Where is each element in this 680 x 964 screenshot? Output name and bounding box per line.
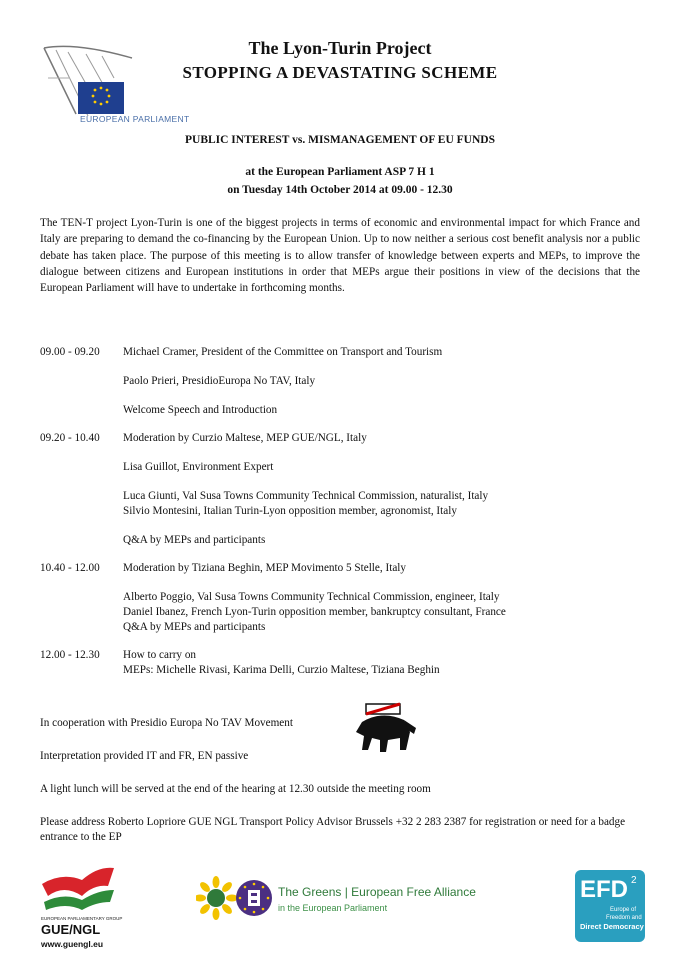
- agenda-slot: [40, 431, 640, 548]
- svg-text:Direct Democracy: Direct Democracy: [580, 922, 644, 931]
- gue-group-label: EUROPEAN PARLIAMENTARY GROUP: [41, 916, 123, 921]
- agenda-time: 09.00 - 09.20: [40, 346, 100, 358]
- agenda-items: [123, 431, 640, 548]
- agenda-slot: [40, 561, 640, 635]
- agenda-slot: [40, 345, 640, 418]
- agenda-item: Welcome Speech and Introduction: [123, 404, 278, 416]
- agenda-item: Luca Giunti, Val Susa Towns Community Technical Commission, naturalist, Italy: [123, 490, 489, 502]
- agenda-time: 12.00 - 12.30: [40, 649, 100, 661]
- greens-efa-name: The Greens | European Free Alliance: [278, 885, 476, 899]
- agenda-item: Moderation by Curzio Maltese, MEP GUE/NGL, Italy: [123, 432, 367, 444]
- agenda-item: Moderation by Tiziana Beghin, MEP Movimento 5 Stelle, Italy: [123, 562, 406, 574]
- agenda-item: Q&A by MEPs and participants: [123, 534, 266, 546]
- efd-logo: [574, 869, 646, 943]
- agenda-item: Paolo Prieri, PresidioEuropa No TAV, Italy: [123, 375, 316, 387]
- agenda-item: Silvio Montesini, Italian Turin-Lyon opposition member, agronomist, Italy: [123, 505, 457, 517]
- agenda-item: Michael Cramer, President of the Committee on Transport and Tourism: [123, 346, 443, 358]
- page-title: The Lyon-Turin Project: [248, 38, 432, 58]
- agenda-item: Daniel Ibanez, French Lyon-Turin opposition member, bankruptcy consultant, France: [123, 606, 506, 618]
- svg-text:2: 2: [631, 875, 637, 886]
- agenda-time: 09.20 - 10.40: [40, 432, 100, 444]
- svg-text:Freedom and: Freedom and: [606, 915, 642, 921]
- notes: [40, 716, 640, 863]
- agenda-item: Alberto Poggio, Val Susa Towns Community Technical Commission, engineer, Italy: [123, 591, 500, 603]
- agenda: [40, 345, 640, 691]
- agenda-item: MEPs: Michelle Rivasi, Karima Delli, Curzio Maltese, Tiziana Beghin: [123, 664, 440, 676]
- ep-logo-label: EUROPEAN PARLIAMENT: [80, 114, 190, 124]
- agenda-items: [123, 648, 640, 678]
- event-venue: at the European Parliament ASP 7 H 1: [245, 166, 435, 178]
- lunch-note: A light lunch will be served at the end of the hearing at 12.30 outside the meeting room: [40, 783, 431, 795]
- agenda-item: How to carry on: [123, 649, 197, 661]
- svg-text:EFD: EFD: [580, 876, 628, 903]
- interpretation-note: Interpretation provided IT and FR, EN passive: [40, 750, 249, 762]
- page-subtitle: STOPPING A DEVASTATING SCHEME: [182, 63, 498, 82]
- agenda-items: [123, 561, 640, 635]
- contact-note: Please address Roberto Lopriore GUE NGL Transport Policy Advisor Brussels +32 2 283 2387 for registration or need for a badge entrance to the EP: [40, 816, 626, 843]
- greens-efa-subtitle: in the European Parliament: [278, 903, 388, 913]
- agenda-item: Q&A by MEPs and participants: [123, 621, 266, 633]
- agenda-item: Lisa Guillot, Environment Expert: [123, 461, 274, 473]
- svg-text:Europe of: Europe of: [610, 907, 637, 913]
- no-tav-logo: [352, 702, 422, 756]
- event-date: on Tuesday 14th October 2014 at 09.00 - 12.30: [227, 184, 453, 196]
- agenda-items: [123, 345, 640, 418]
- intro-paragraph: The TEN-T project Lyon-Turin is one of the biggest projects in terms of economic and environmental impact for which France and Italy are preparing to demand the co-financing by the European Union. Up to now neither a serious cost benefit analysis nor a public debate has taken place. The purpose of this meeting is to allow transfer of knowledge between experts and MEPs, to improve the dialogue between citizens and European institutions in order that MEPs argue their positions in view of the decisions that the European Parliament will have to undertake in forthcoming months.: [40, 217, 640, 295]
- greens-efa-logo: [196, 876, 276, 920]
- gue-url: www.guengl.eu: [41, 939, 104, 949]
- event-theme: PUBLIC INTEREST vs. MISMANAGEMENT OF EU FUNDS: [184, 134, 495, 146]
- gue-name: GUE/NGL: [41, 922, 101, 937]
- cooperation-note: In cooperation with Presidio Europa No TAV Movement: [40, 717, 293, 729]
- agenda-time: 10.40 - 12.00: [40, 562, 100, 574]
- agenda-slot: [40, 648, 640, 678]
